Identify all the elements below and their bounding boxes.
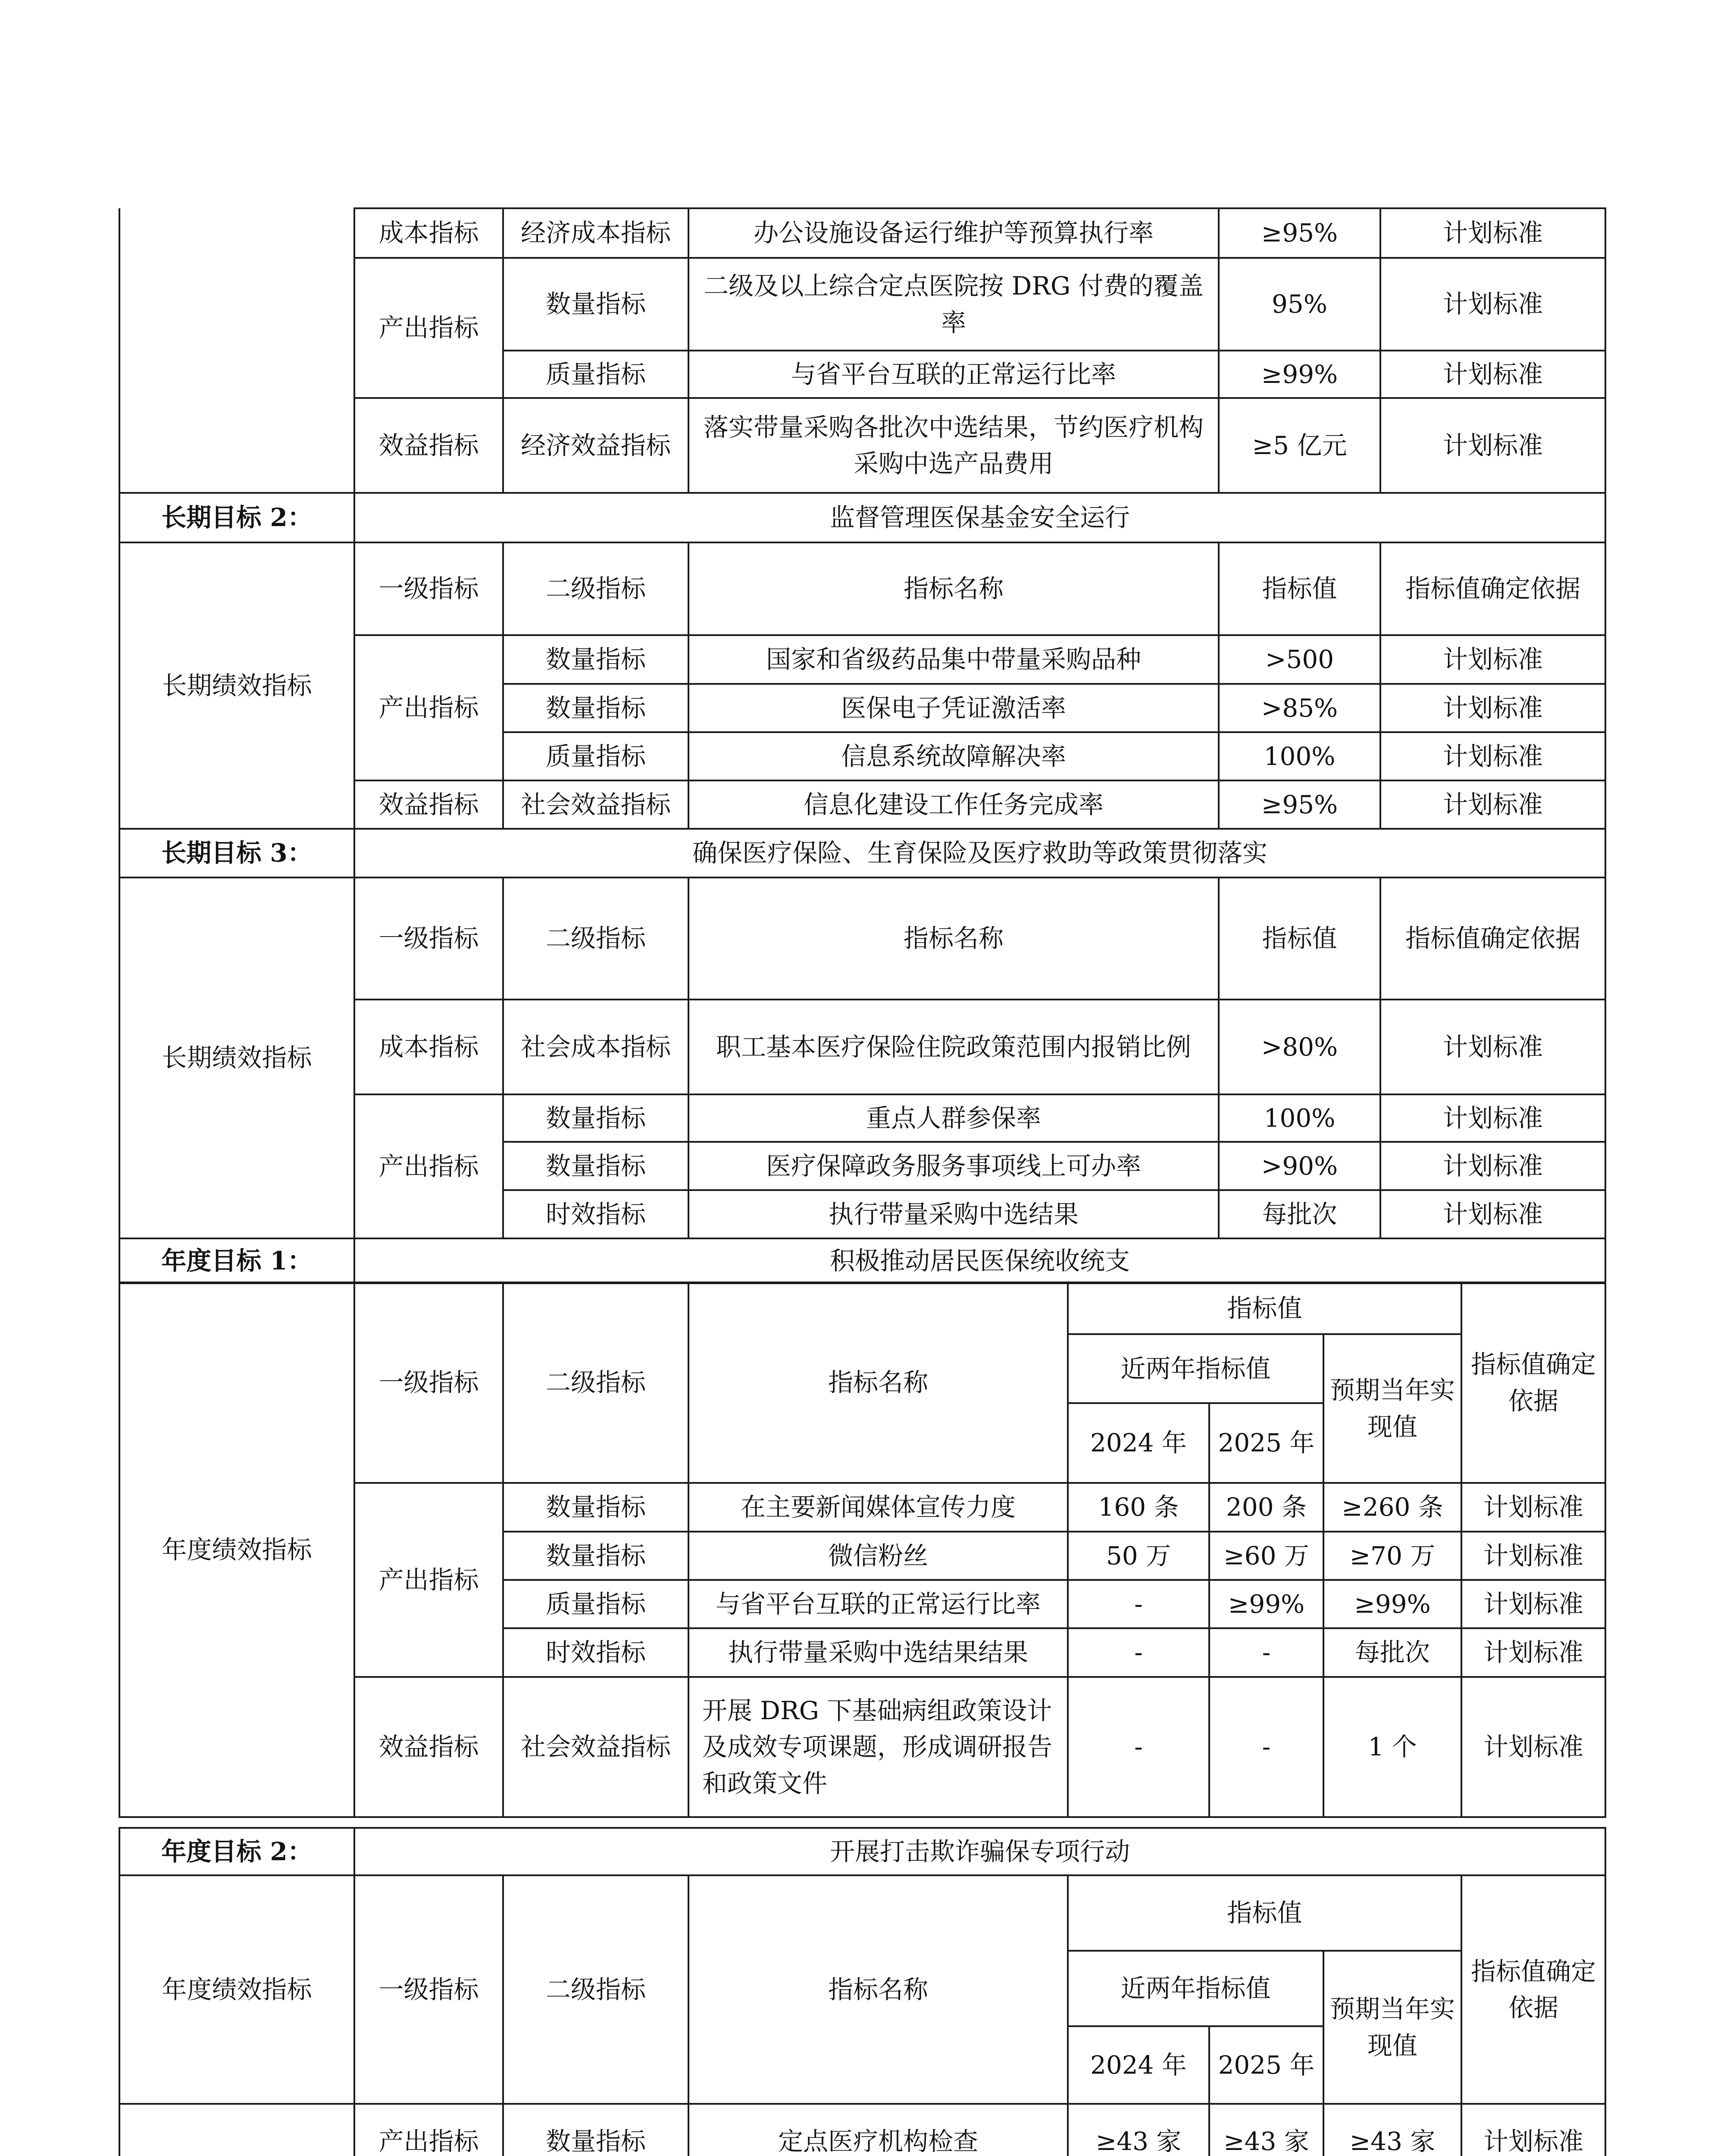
basis-cell: 计划标准 bbox=[1461, 2104, 1605, 2156]
level1-cell: 产出指标 bbox=[354, 1094, 503, 1238]
goal-label: 长期目标 3： bbox=[119, 829, 354, 877]
level1-cell: 效益指标 bbox=[354, 398, 503, 493]
level2-cell: 数量指标 bbox=[503, 258, 688, 351]
level2-cell: 数量指标 bbox=[503, 1532, 688, 1580]
header-row bbox=[119, 542, 1605, 635]
header-level2: 二级指标 bbox=[503, 1282, 688, 1483]
value-2025-cell: ≥99% bbox=[1209, 1580, 1323, 1628]
level1-cell: 效益指标 bbox=[354, 1677, 503, 1817]
basis-cell: 计划标准 bbox=[1461, 1532, 1605, 1580]
value-2024-cell: - bbox=[1068, 1628, 1209, 1677]
header-indicator-value: 指标值 bbox=[1068, 1282, 1461, 1334]
expected-value-cell: 1 个 bbox=[1323, 1677, 1461, 1817]
indicator-name-cell: 微信粉丝 bbox=[688, 1532, 1068, 1580]
level1-cell: 产出指标 bbox=[354, 258, 503, 398]
header-row bbox=[119, 877, 1605, 1000]
indicator-value-cell: 95% bbox=[1219, 258, 1380, 351]
indicator-name-cell: 信息系统故障解决率 bbox=[688, 732, 1219, 780]
table-row bbox=[119, 208, 1605, 258]
indicator-value-cell: 100% bbox=[1219, 1094, 1380, 1142]
expected-value-cell: ≥70 万 bbox=[1323, 1532, 1461, 1580]
level2-cell: 数量指标 bbox=[503, 1094, 688, 1142]
indicator-value-cell: ≥95% bbox=[1219, 780, 1380, 829]
header-indicator-value: 指标值 bbox=[1219, 542, 1380, 635]
header-indicator-value: 指标值 bbox=[1219, 877, 1380, 1000]
level2-cell: 时效指标 bbox=[503, 1190, 688, 1238]
header-level2: 二级指标 bbox=[503, 542, 688, 635]
basis-cell: 计划标准 bbox=[1380, 1142, 1605, 1190]
level1-cell: 产出指标 bbox=[354, 1483, 503, 1677]
level2-cell: 经济效益指标 bbox=[503, 398, 688, 493]
basis-cell: 计划标准 bbox=[1461, 1483, 1605, 1532]
indicator-name-cell: 办公设施设备运行维护等预算执行率 bbox=[688, 208, 1219, 258]
value-2025-cell: - bbox=[1209, 1628, 1323, 1677]
value-2024-cell: ≥43 家 bbox=[1068, 2104, 1209, 2156]
long-term-indicator-table bbox=[119, 207, 1606, 1284]
indicator-value-cell: >500 bbox=[1219, 635, 1380, 684]
basis-cell: 计划标准 bbox=[1380, 1094, 1605, 1142]
goal-row bbox=[119, 1238, 1605, 1283]
indicator-name-cell: 执行带量采购中选结果 bbox=[688, 1190, 1219, 1238]
level2-cell: 数量指标 bbox=[503, 684, 688, 732]
continued-category-cell bbox=[119, 208, 354, 493]
goal-label: 年度目标 2： bbox=[119, 1828, 354, 1875]
header-indicator-name: 指标名称 bbox=[688, 1282, 1068, 1483]
level2-cell: 数量指标 bbox=[503, 2104, 688, 2156]
basis-cell: 计划标准 bbox=[1461, 1677, 1605, 1817]
header-indicator-value: 指标值 bbox=[1068, 1875, 1461, 1951]
basis-cell: 计划标准 bbox=[1380, 780, 1605, 829]
level2-cell: 数量指标 bbox=[503, 635, 688, 684]
indicator-name-cell: 与省平台互联的正常运行比率 bbox=[688, 351, 1219, 398]
indicator-value-cell: ≥99% bbox=[1219, 351, 1380, 398]
indicator-name-cell: 医疗保障政务服务事项线上可办率 bbox=[688, 1142, 1219, 1190]
goal-label: 长期目标 2： bbox=[119, 493, 354, 542]
indicator-value-cell: >85% bbox=[1219, 684, 1380, 732]
header-basis: 指标值确定依据 bbox=[1461, 1282, 1605, 1483]
level2-cell: 质量指标 bbox=[503, 1580, 688, 1628]
level1-cell: 成本指标 bbox=[354, 1000, 503, 1094]
goal-text: 监督管理医保基金安全运行 bbox=[354, 493, 1605, 542]
table-row bbox=[119, 2104, 1605, 2156]
indicator-value-cell: ≥5 亿元 bbox=[1219, 398, 1380, 493]
level1-cell: 产出指标 bbox=[354, 635, 503, 780]
level2-cell: 社会成本指标 bbox=[503, 1000, 688, 1094]
header-basis: 指标值确定依据 bbox=[1380, 877, 1605, 1000]
level2-cell: 经济成本指标 bbox=[503, 208, 688, 258]
header-expected-value: 预期当年实现值 bbox=[1323, 1334, 1461, 1483]
header-basis: 指标值确定依据 bbox=[1380, 542, 1605, 635]
category-cell: 长期绩效指标 bbox=[119, 877, 354, 1238]
level2-cell: 数量指标 bbox=[503, 1142, 688, 1190]
annual-indicator-table bbox=[119, 1282, 1606, 1818]
goal-row bbox=[119, 829, 1605, 877]
basis-cell: 计划标准 bbox=[1380, 635, 1605, 684]
level2-cell: 社会效益指标 bbox=[503, 1677, 688, 1817]
goal-text: 开展打击欺诈骗保专项行动 bbox=[354, 1828, 1605, 1875]
header-year-2025: 2025 年 bbox=[1209, 1403, 1323, 1483]
header-basis: 指标值确定依据 bbox=[1461, 1875, 1605, 2104]
goal-text: 积极推动居民医保统收统支 bbox=[354, 1238, 1605, 1283]
indicator-value-cell: ≥95% bbox=[1219, 208, 1380, 258]
header-year-2025: 2025 年 bbox=[1209, 2026, 1323, 2104]
level2-cell: 质量指标 bbox=[503, 732, 688, 780]
basis-cell: 计划标准 bbox=[1380, 1190, 1605, 1238]
expected-value-cell: ≥260 条 bbox=[1323, 1483, 1461, 1532]
header-row bbox=[119, 1875, 1605, 1951]
level2-cell: 社会效益指标 bbox=[503, 780, 688, 829]
expected-value-cell: ≥43 家 bbox=[1323, 2104, 1461, 2156]
value-2025-cell: - bbox=[1209, 1677, 1323, 1817]
basis-cell: 计划标准 bbox=[1380, 732, 1605, 780]
goal-text: 确保医疗保险、生育保险及医疗救助等政策贯彻落实 bbox=[354, 829, 1605, 877]
indicator-value-cell: 每批次 bbox=[1219, 1190, 1380, 1238]
level1-cell: 产出指标 bbox=[354, 2104, 503, 2156]
basis-cell: 计划标准 bbox=[1380, 258, 1605, 351]
indicator-name-cell: 重点人群参保率 bbox=[688, 1094, 1219, 1142]
header-level1: 一级指标 bbox=[354, 1875, 503, 2104]
indicator-name-cell: 落实带量采购各批次中选结果，节约医疗机构采购中选产品费用 bbox=[688, 398, 1219, 493]
value-2024-cell: - bbox=[1068, 1677, 1209, 1817]
header-year-2024: 2024 年 bbox=[1068, 1403, 1209, 1483]
indicator-name-cell: 二级及以上综合定点医院按 DRG 付费的覆盖率 bbox=[688, 258, 1219, 351]
basis-cell: 计划标准 bbox=[1380, 1000, 1605, 1094]
basis-cell: 计划标准 bbox=[1380, 684, 1605, 732]
header-level2: 二级指标 bbox=[503, 877, 688, 1000]
basis-cell: 计划标准 bbox=[1461, 1580, 1605, 1628]
basis-cell: 计划标准 bbox=[1461, 1628, 1605, 1677]
header-indicator-name: 指标名称 bbox=[688, 542, 1219, 635]
header-row bbox=[119, 1282, 1605, 1334]
category-continued-cell bbox=[119, 2104, 354, 2156]
header-indicator-name: 指标名称 bbox=[688, 1875, 1068, 2104]
expected-value-cell: 每批次 bbox=[1323, 1628, 1461, 1677]
level2-cell: 质量指标 bbox=[503, 351, 688, 398]
indicator-value-cell: >80% bbox=[1219, 1000, 1380, 1094]
indicator-name-cell: 开展 DRG 下基础病组政策设计及成效专项课题，形成调研报告和政策文件 bbox=[688, 1677, 1068, 1817]
basis-cell: 计划标准 bbox=[1380, 208, 1605, 258]
annual-goal2-table bbox=[119, 1827, 1606, 2156]
header-level2: 二级指标 bbox=[503, 1875, 688, 2104]
header-recent-values: 近两年指标值 bbox=[1068, 1334, 1323, 1403]
indicator-name-cell: 职工基本医疗保险住院政策范围内报销比例 bbox=[688, 1000, 1219, 1094]
category-cell: 年度绩效指标 bbox=[119, 1875, 354, 2104]
header-recent-values: 近两年指标值 bbox=[1068, 1951, 1323, 2026]
basis-cell: 计划标准 bbox=[1380, 351, 1605, 398]
indicator-name-cell: 医保电子凭证激活率 bbox=[688, 684, 1219, 732]
level2-cell: 时效指标 bbox=[503, 1628, 688, 1677]
level1-cell: 成本指标 bbox=[354, 208, 503, 258]
value-2024-cell: 50 万 bbox=[1068, 1532, 1209, 1580]
header-level1: 一级指标 bbox=[354, 1282, 503, 1483]
value-2024-cell: - bbox=[1068, 1580, 1209, 1628]
indicator-name-cell: 国家和省级药品集中带量采购品种 bbox=[688, 635, 1219, 684]
header-year-2024: 2024 年 bbox=[1068, 2026, 1209, 2104]
value-2025-cell: ≥60 万 bbox=[1209, 1532, 1323, 1580]
indicator-name-cell: 信息化建设工作任务完成率 bbox=[688, 780, 1219, 829]
header-level1: 一级指标 bbox=[354, 542, 503, 635]
header-level1: 一级指标 bbox=[354, 877, 503, 1000]
value-2024-cell: 160 条 bbox=[1068, 1483, 1209, 1532]
indicator-name-cell: 定点医疗机构检查 bbox=[688, 2104, 1068, 2156]
basis-cell: 计划标准 bbox=[1380, 398, 1605, 493]
category-cell: 年度绩效指标 bbox=[119, 1282, 354, 1817]
indicator-value-cell: >90% bbox=[1219, 1142, 1380, 1190]
level1-cell: 效益指标 bbox=[354, 780, 503, 829]
indicator-name-cell: 执行带量采购中选结果结果 bbox=[688, 1628, 1068, 1677]
goal-row bbox=[119, 493, 1605, 542]
goal-label: 年度目标 1： bbox=[119, 1238, 354, 1283]
indicator-name-cell: 与省平台互联的正常运行比率 bbox=[688, 1580, 1068, 1628]
expected-value-cell: ≥99% bbox=[1323, 1580, 1461, 1628]
value-2025-cell: ≥43 家 bbox=[1209, 2104, 1323, 2156]
header-indicator-name: 指标名称 bbox=[688, 877, 1219, 1000]
header-expected-value: 预期当年实现值 bbox=[1323, 1951, 1461, 2104]
value-2025-cell: 200 条 bbox=[1209, 1483, 1323, 1532]
level2-cell: 数量指标 bbox=[503, 1483, 688, 1532]
indicator-name-cell: 在主要新闻媒体宣传力度 bbox=[688, 1483, 1068, 1532]
indicator-value-cell: 100% bbox=[1219, 732, 1380, 780]
category-cell: 长期绩效指标 bbox=[119, 542, 354, 829]
goal-row bbox=[119, 1828, 1605, 1875]
